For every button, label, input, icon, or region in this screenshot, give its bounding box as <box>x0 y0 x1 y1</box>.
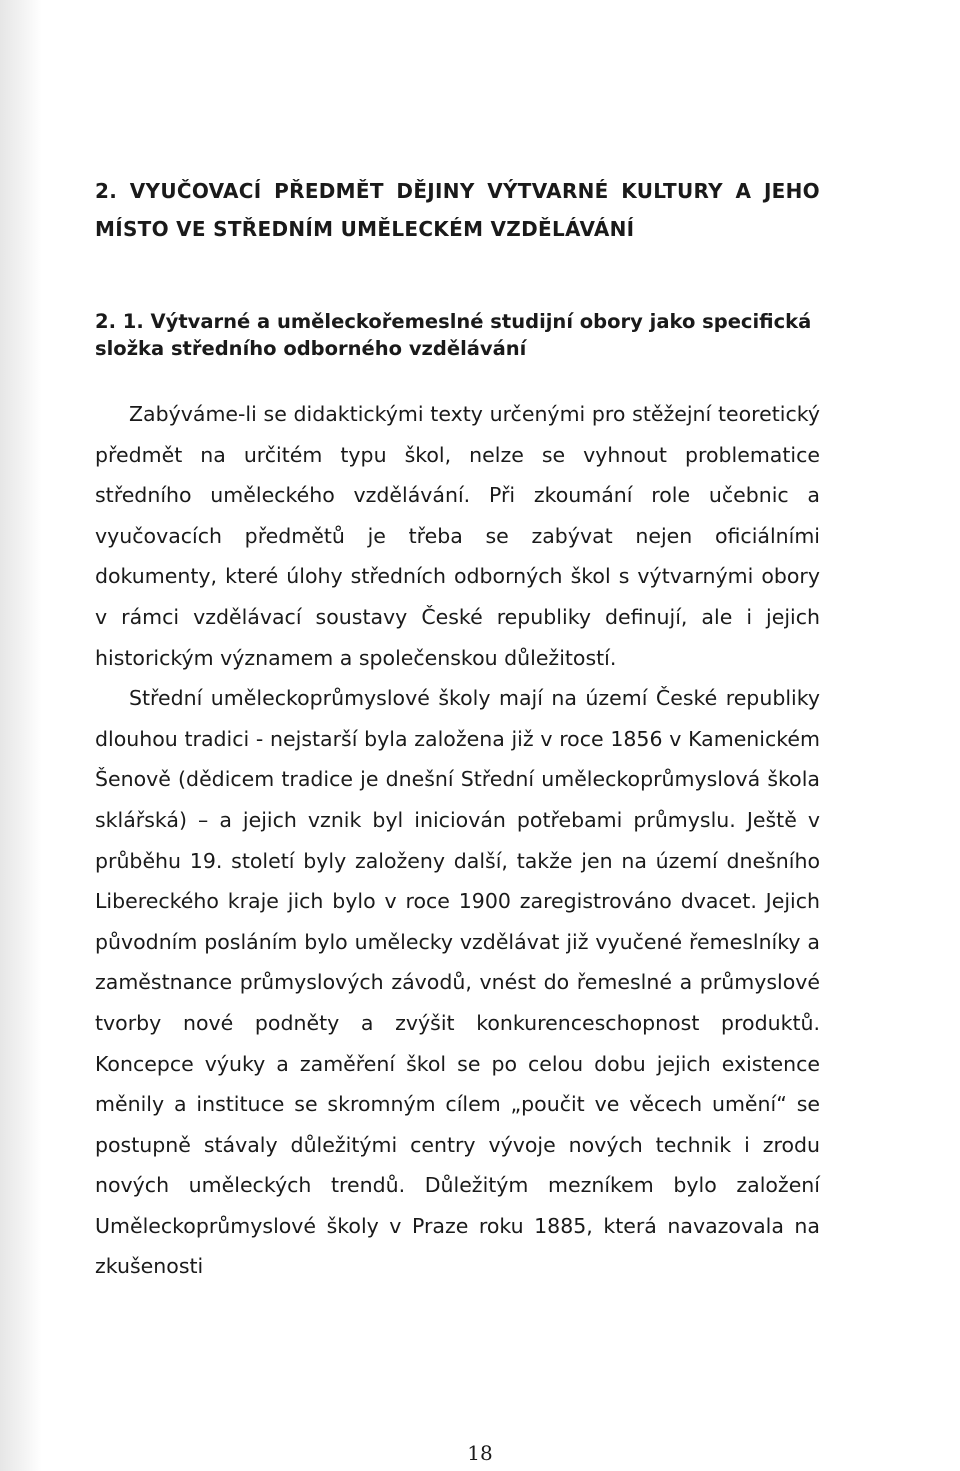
chapter-heading-line-2: MÍSTO VE STŘEDNÍM UMĚLECKÉM VZDĚLÁVÁNÍ <box>95 217 635 241</box>
page-content <box>95 172 820 1287</box>
scan-edge-shadow <box>0 0 42 1471</box>
page-number: 18 <box>467 1441 493 1465</box>
section-heading: 2. 1. Výtvarné a uměleckořemeslné studijní obory jako specifická složka středního odborného vzdělávání <box>95 310 812 360</box>
chapter-heading <box>95 172 820 248</box>
chapter-heading-line-1: 2. VYUČOVACÍ PŘEDMĚT DĚJINY VÝTVARNÉ KULTURY A JEHO <box>95 179 820 203</box>
paragraph-2: Střední uměleckoprůmyslové školy mají na území České republiky dlouhou tradici - nejstarší byla založena již v roce 1856 v Kamenickém Šenově (dědicem tradice je dnešní Střední uměleckoprůmyslová škola sklářská) – a jejich vznik byl iniciován potřebami průmyslu. Ještě v průběhu 19. století byly založeny další, takže jen na území dnešního Libereckého kraje jich bylo v roce 1900 zaregistrováno dvacet. Jejich původním posláním bylo umělecky vzdělávat již vyučené řemeslníky a zaměstnance průmyslových závodů, vnést do řemeslné a průmyslové tvorby nové podněty a zvýšit konkurenceschopnost produktů. Koncepce výuky a zaměření škol se po celou dobu jejich existence měnily a instituce se skromným cílem „poučit ve věcech umění“ se postupně stávaly důležitými centry vývoje nových technik i zrodu nových uměleckých trendů. Důležitým mezníkem bylo založení Uměleckoprůmyslové školy v Praze roku 1885, která navazovala na zkušenosti <box>95 686 820 1279</box>
paragraph-1: Zabýváme-li se didaktickými texty určenými pro stěžejní teoretický předmět na určitém typu škol, nelze se vyhnout problematice středního uměleckého vzdělávání. Při zkoumání role učebnic a vyučovacích předmětů je třeba se zabývat nejen oficiálními dokumenty, které úlohy středních odborných škol s výtvarnými obory v rámci vzdělávací soustavy České republiky definují, ale i jejich historickým významem a společenskou důležitostí. <box>95 402 820 670</box>
